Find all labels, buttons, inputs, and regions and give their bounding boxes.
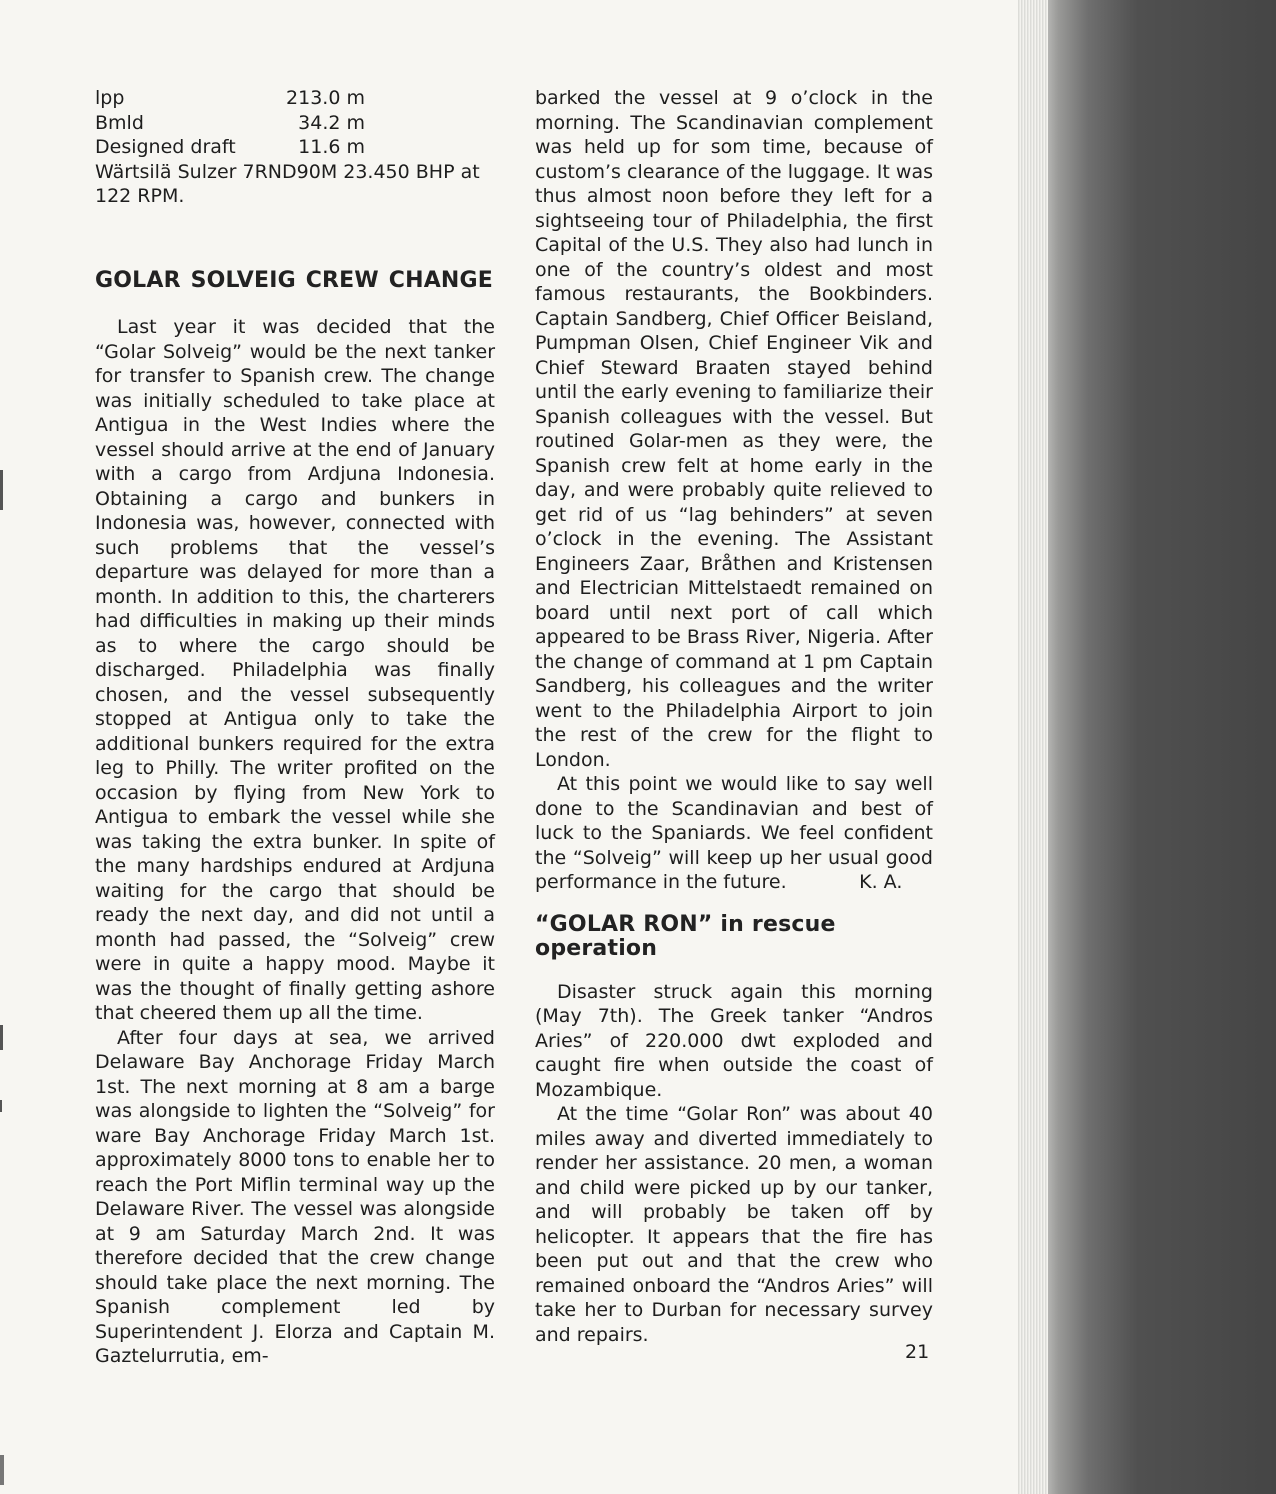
author-signature: K. A.: [859, 871, 903, 893]
spec-value: 11.6 m: [298, 136, 365, 158]
page-number: 21: [905, 1341, 930, 1363]
scan-mark: [0, 470, 3, 510]
page-stack-lines: [1018, 0, 1048, 1494]
spec-label: Designed draft: [95, 136, 236, 158]
article-paragraph-closing: [535, 772, 933, 895]
scan-mark: [0, 1455, 4, 1485]
article-heading-ron: “GOLAR RON” in rescue operation: [535, 911, 836, 961]
spec-label: lpp: [95, 87, 125, 109]
scan-mark: [0, 1100, 2, 1112]
article-paragraph: Last year it was decided that the “Golar Solveig” would be the next tanker for transfer to Spanish crew. The change was initially scheduled to take place at Antigua in the West Indies where the vessel should arrive at the end of January with a cargo from Ardjuna Indonesia. Obtaining a cargo and bunkers in Indonesia was, however, connected with such problems that the vessel’s departure was delayed for more than a month. In addition to this, the charterers had difficulties in making up their minds as to where the cargo should be discharged. Philadelphia was finally chosen, and the vessel subsequently stopped at Antigua only to take the additional bunkers required for the extra leg to Philly. The writer profited on the occasion by flying from New York to Antigua to embark the vessel while she was taking the extra bunker. In spite of the many hardships endured at Ardjuna waiting for the cargo that should be ready the next day, and did not until a month had passed, the “Solveig” crew were in quite a happy mood. Maybe it was the thought of finally getting ashore that cheered them up all the time.: [95, 316, 495, 1024]
article-paragraph: Disaster struck again this morning (May 7th). The Greek tanker “Andros Aries” of 220.000 dwt exploded and caught fire when outside the coast of Mozambique.: [535, 980, 933, 1101]
article-paragraph: At the time “Golar Ron” was about 40 miles away and diverted immediately to render her assistance. 20 men, a woman and child were picked up by our tanker, and will probably be taken off by helicopter. It appears that the fire has been put out and that the crew who remained onboard the “Andros Aries” will take her to Durban for necessary survey and repairs.: [535, 1103, 933, 1346]
book-page-edge: [1018, 0, 1276, 1494]
engine-spec: Wärtsilä Sulzer 7RND90M 23.450 BHP at 122 RPM.: [95, 160, 480, 207]
article-heading-solveig: GOLAR SOLVEIG CREW CHANGE: [95, 267, 494, 293]
spec-row: [95, 111, 495, 136]
left-column: [95, 86, 495, 1369]
spec-value: 213.0 m: [286, 87, 365, 109]
right-column: [535, 86, 933, 1347]
spec-value: 34.2 m: [298, 111, 365, 134]
closing-text: At this point we would like to say well done to the Scandinavian and best of luck to the Spaniards. We feel confident the “Solveig” will keep up her usual good performance in the future.: [535, 773, 933, 893]
spec-row: [95, 86, 495, 111]
spec-label: Bmld: [95, 111, 144, 134]
article-paragraph: After four days at sea, we arrived Delaware Bay Anchorage Friday March 1st. The next morning at 8 am a barge was alongside to lighten the “Solveig” for ware Bay Anchorage Friday March 1st. approximately 8000 tons to enable her to reach the Port Miflin terminal way up the Delaware River. The vessel was alongside at 9 am Saturday March 2nd. It was therefore decided that the crew change should take place the next morning. The Spanish complement led by Superintendent J. Elorza and Captain M. Gaztelurrutia, em-: [95, 1026, 495, 1367]
scan-mark: [0, 1025, 3, 1050]
article-paragraph-continued: barked the vessel at 9 o’clock in the morning. The Scandinavian complement was held up for som time, because of custom’s clearance of the luggage. It was thus almost noon before they left for a sightseeing tour of Philadelphia, the first Capital of the U.S. They also had lunch in one of the country’s oldest and most famous restaurants, the Bookbinders. Captain Sandberg, Chief Officer Beisland, Pumpman Olsen, Chief Engineer Vik and Chief Steward Braaten stayed behind until the early evening to familiarize their Spanish colleagues with the vessel. But routined Golar-men as they were, the Spanish crew felt at home early in the day, and were probably quite relieved to get rid of us “lag behinders” at seven o’clock in the evening. The Assistant Engineers Zaar, Bråthen and Kristensen and Electrician Mittelstaedt remained on board until next port of call which appeared to be Brass River, Nigeria. After the change of command at 1 pm Captain Sandberg, his colleagues and the writer went to the Philadelphia Airport to join the rest of the crew for the flight to London.: [535, 87, 933, 771]
spec-row: [95, 135, 495, 160]
